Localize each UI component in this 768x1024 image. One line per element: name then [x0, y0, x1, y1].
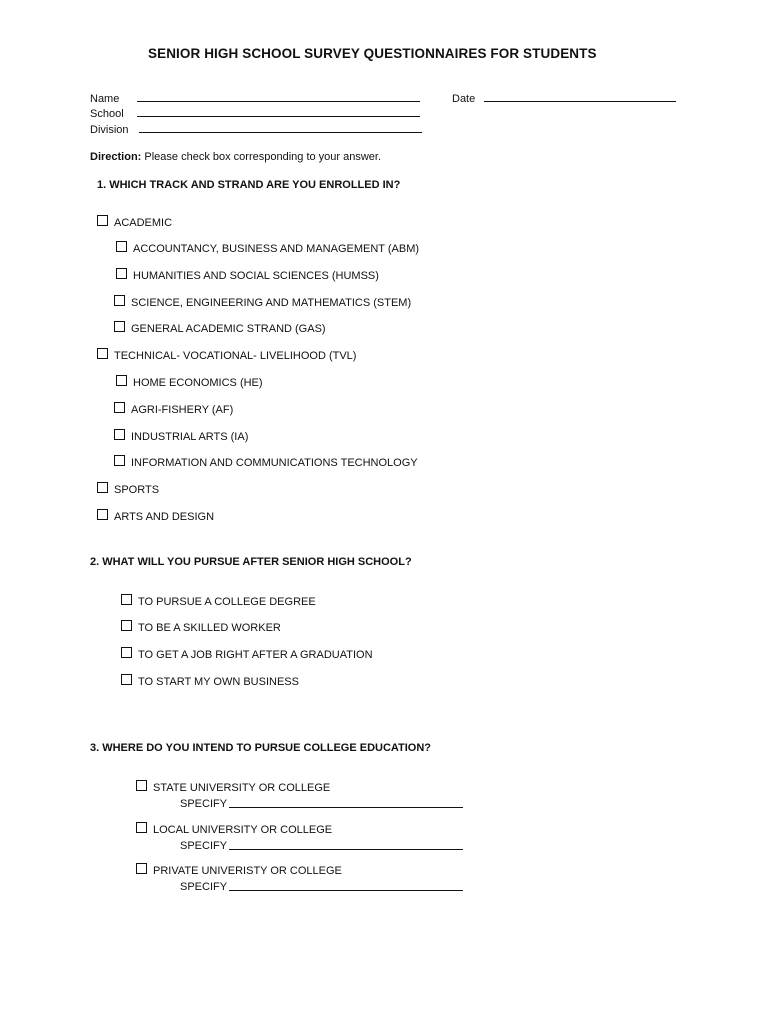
name-label: Name [90, 93, 120, 105]
checkbox[interactable] [116, 241, 127, 252]
direction-label: Direction: [90, 151, 142, 163]
date-input-line[interactable] [484, 91, 676, 102]
division-field-row [90, 122, 422, 136]
option-af[interactable] [114, 404, 233, 416]
checkbox[interactable] [97, 509, 108, 520]
checkbox[interactable] [121, 647, 132, 658]
specify-row [180, 881, 463, 893]
option-arts-and-design[interactable] [97, 511, 214, 523]
option-label: ACCOUNTANCY, BUSINESS AND MANAGEMENT (ABM) [133, 243, 420, 255]
option-label: HUMANITIES AND SOCIAL SCIENCES (HUMSS) [133, 270, 379, 282]
option-humss[interactable] [116, 270, 379, 282]
question-1: 1. WHICH TRACK AND STRAND ARE YOU ENROLLED IN? [97, 179, 401, 191]
checkbox[interactable] [97, 348, 108, 359]
option-academic[interactable] [97, 217, 172, 229]
checkbox[interactable] [121, 594, 132, 605]
option-label: TO START MY OWN BUSINESS [138, 676, 299, 688]
option-private-university[interactable] [136, 865, 342, 877]
specify-input-line[interactable] [229, 806, 463, 808]
option-label: SPORTS [114, 484, 160, 496]
option-label: TO GET A JOB RIGHT AFTER A GRADUATION [138, 649, 373, 661]
school-label: School [90, 108, 124, 120]
question-2: 2. WHAT WILL YOU PURSUE AFTER SENIOR HIGH SCHOOL? [90, 556, 412, 568]
name-input-line[interactable] [137, 91, 420, 102]
option-local-university[interactable] [136, 824, 332, 836]
option-label: INDUSTRIAL ARTS (IA) [131, 431, 249, 443]
option-ict[interactable] [114, 457, 418, 469]
option-label: STATE UNIVERSITY OR COLLEGE [153, 782, 331, 794]
option-label: ARTS AND DESIGN [114, 511, 215, 523]
option-label: INFORMATION AND COMMUNICATIONS TECHNOLOGY [131, 457, 418, 469]
checkbox[interactable] [121, 620, 132, 631]
option-label: HOME ECONOMICS (HE) [133, 377, 263, 389]
checkbox[interactable] [116, 268, 127, 279]
checkbox[interactable] [114, 429, 125, 440]
option-own-business[interactable] [121, 676, 299, 688]
division-input-line[interactable] [139, 122, 422, 133]
option-job-after-graduation[interactable] [121, 649, 373, 661]
checkbox[interactable] [114, 402, 125, 413]
specify-input-line[interactable] [229, 848, 463, 850]
option-skilled-worker[interactable] [121, 622, 281, 634]
option-college-degree[interactable] [121, 596, 316, 608]
option-label: TECHNICAL- VOCATIONAL- LIVELIHOOD (TVL) [114, 350, 357, 362]
division-label: Division [90, 124, 129, 136]
option-sports[interactable] [97, 484, 159, 496]
direction [90, 151, 381, 163]
name-field-row [90, 91, 420, 105]
option-tvl[interactable] [97, 350, 356, 362]
page-title: SENIOR HIGH SCHOOL SURVEY QUESTIONNAIRES FOR STUDENTS [148, 46, 597, 61]
direction-text: Please check box corresponding to your answer. [144, 151, 382, 163]
option-label: SCIENCE, ENGINEERING AND MATHEMATICS (STEM) [131, 297, 412, 309]
option-state-university[interactable] [136, 782, 330, 794]
checkbox[interactable] [114, 321, 125, 332]
specify-label: SPECIFY [180, 840, 228, 852]
option-label: AGRI-FISHERY (AF) [131, 404, 234, 416]
option-label: ACADEMIC [114, 217, 173, 229]
question-3: 3. WHERE DO YOU INTEND TO PURSUE COLLEGE EDUCATION? [90, 742, 432, 754]
checkbox[interactable] [97, 215, 108, 226]
checkbox[interactable] [116, 375, 127, 386]
checkbox[interactable] [136, 780, 147, 791]
option-label: TO PURSUE A COLLEGE DEGREE [138, 596, 316, 608]
option-label: GENERAL ACADEMIC STRAND (GAS) [131, 323, 326, 335]
specify-row [180, 798, 463, 810]
date-label: Date [452, 93, 476, 105]
checkbox[interactable] [121, 674, 132, 685]
option-gas[interactable] [114, 323, 326, 335]
specify-row [180, 840, 463, 852]
option-label: TO BE A SKILLED WORKER [138, 622, 281, 634]
date-field-row [452, 91, 676, 105]
checkbox[interactable] [114, 455, 125, 466]
specify-input-line[interactable] [229, 889, 463, 891]
option-label: LOCAL UNIVERSITY OR COLLEGE [153, 824, 333, 836]
option-he[interactable] [116, 377, 263, 389]
checkbox[interactable] [97, 482, 108, 493]
checkbox[interactable] [136, 822, 147, 833]
school-input-line[interactable] [137, 106, 420, 117]
option-stem[interactable] [114, 297, 411, 309]
checkbox[interactable] [136, 863, 147, 874]
option-ia[interactable] [114, 431, 248, 443]
checkbox[interactable] [114, 295, 125, 306]
specify-label: SPECIFY [180, 798, 228, 810]
option-label: PRIVATE UNIVERISTY OR COLLEGE [153, 865, 342, 877]
specify-label: SPECIFY [180, 881, 228, 893]
school-field-row [90, 106, 420, 120]
option-abm[interactable] [116, 243, 419, 255]
